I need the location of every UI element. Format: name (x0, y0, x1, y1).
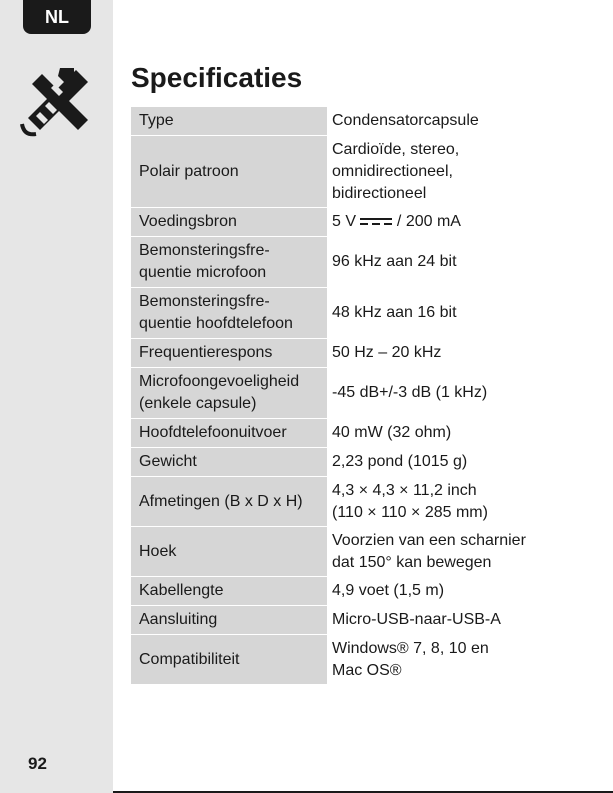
spec-label-text: Hoek (139, 542, 177, 560)
spec-label (131, 339, 327, 368)
spec-value-text: 50 Hz – 20 kHz (332, 344, 442, 361)
spec-value-line: dat 150° kan bewegen (332, 553, 492, 571)
spec-label (131, 577, 327, 606)
spec-value-line: Mac OS® (332, 661, 402, 679)
spec-label-text: Polair patroon (139, 162, 239, 180)
spec-value (327, 577, 551, 606)
table-row (131, 136, 551, 208)
tools-icon (18, 66, 92, 138)
spec-label-line: quentie microfoon (139, 264, 267, 281)
spec-label-line: Bemonsteringsfre- (139, 293, 270, 310)
spec-value (327, 136, 551, 208)
spec-value (327, 477, 551, 527)
spec-label (131, 477, 327, 527)
table-row (131, 448, 551, 477)
language-badge: NL (23, 0, 91, 34)
spec-value-text: Micro-USB-naar-USB-A (332, 611, 501, 628)
spec-value-text: / 200 mA (396, 213, 461, 230)
spec-value-text: 4,9 voet (1,5 m) (332, 582, 445, 599)
spec-label (131, 606, 327, 635)
table-row (131, 237, 551, 288)
spec-value (327, 419, 551, 448)
spec-value-line: Cardioïde, stereo, (332, 140, 460, 158)
spec-value (327, 606, 551, 635)
spec-value-line: omnidirectioneel, (332, 162, 453, 180)
spec-value (327, 368, 551, 419)
spec-label-text: Frequentierespons (139, 344, 273, 361)
spec-value (327, 339, 551, 368)
table-row (131, 339, 551, 368)
dc-current-icon (360, 217, 392, 226)
spec-label-text: Type (139, 112, 174, 129)
spec-value-line: Voorzien van een scharnier (332, 531, 526, 549)
spec-value (327, 237, 551, 288)
spec-label-line: Bemonsteringsfre- (139, 242, 270, 259)
spec-label-line: quentie hoofdtelefoon (139, 315, 293, 332)
table-row (131, 577, 551, 606)
spec-value-line: (110 × 110 × 285 mm) (332, 503, 488, 521)
spec-value-line: 4,3 × 4,3 × 11,2 inch (332, 481, 477, 499)
spec-label-text: Afmetingen (B x D x H) (139, 492, 303, 510)
spec-label (131, 107, 327, 136)
spec-value-line: Windows® 7, 8, 10 en (332, 639, 489, 657)
spec-label (131, 527, 327, 577)
table-row (131, 635, 551, 685)
spec-label-text: Compatibiliteit (139, 650, 240, 668)
table-row (131, 107, 551, 136)
spec-label-text: Gewicht (139, 453, 197, 470)
spec-label-text: Hoofdtelefoonuitvoer (139, 424, 287, 441)
spec-value-line: bidirectioneel (332, 184, 427, 202)
spec-label (131, 368, 327, 419)
spec-label (131, 419, 327, 448)
spec-value (327, 448, 551, 477)
spec-label-text: Voedingsbron (139, 213, 237, 230)
page-number: 92 (28, 754, 47, 773)
spec-label (131, 237, 327, 288)
spec-label (131, 635, 327, 685)
spec-value (327, 288, 551, 339)
spec-label-line: (enkele capsule) (139, 395, 257, 412)
spec-label-text: Kabellengte (139, 582, 224, 599)
table-row (131, 606, 551, 635)
spec-value-text: Condensatorcapsule (332, 112, 479, 130)
spec-value (327, 208, 551, 237)
spec-value-text: 40 mW (32 ohm) (332, 424, 452, 441)
spec-label-text: Aansluiting (139, 611, 218, 628)
spec-value-text: 48 kHz aan 16 bit (332, 304, 457, 321)
spec-value-text: -45 dB+/-3 dB (1 kHz) (332, 384, 488, 401)
spec-label (131, 208, 327, 237)
page-title: Specificaties (131, 62, 303, 93)
table-row (131, 477, 551, 527)
spec-value-text: 5 V (332, 213, 357, 230)
table-row (131, 368, 551, 419)
spec-label-line: Microfoongevoeligheid (139, 373, 300, 390)
table-row (131, 208, 551, 237)
spec-label (131, 448, 327, 477)
spec-label (131, 288, 327, 339)
spec-value-text: 2,23 pond (1015 g) (332, 453, 468, 470)
table-row (131, 288, 551, 339)
spec-value (327, 107, 551, 136)
specifications-table (131, 107, 551, 685)
table-row (131, 527, 551, 577)
spec-value (327, 527, 551, 577)
spec-value (327, 635, 551, 685)
spec-value-text: 96 kHz aan 24 bit (332, 253, 457, 270)
table-row (131, 419, 551, 448)
spec-label (131, 136, 327, 208)
